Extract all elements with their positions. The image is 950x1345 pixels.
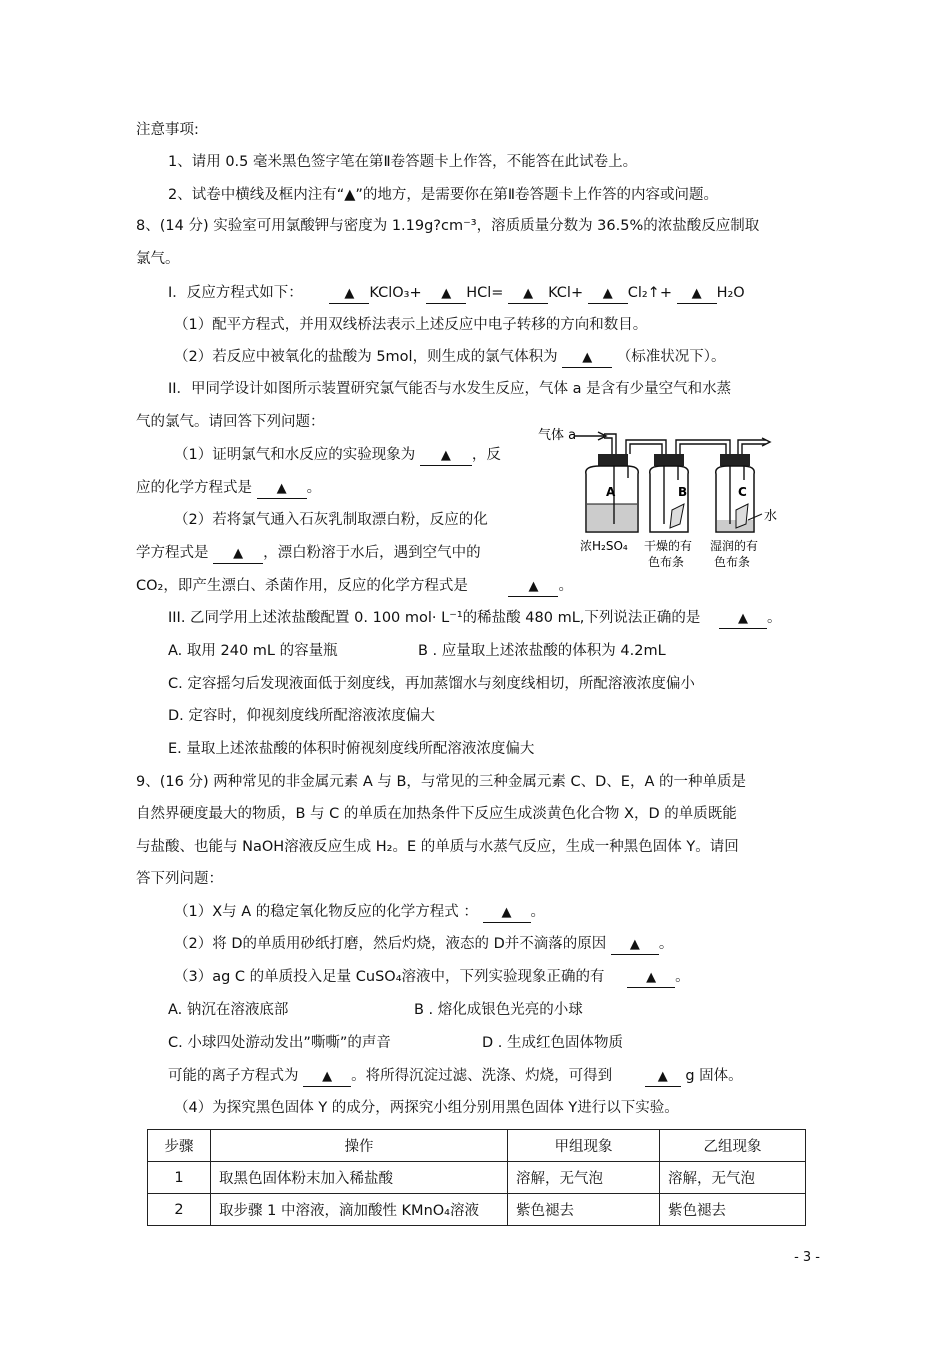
answer-blank[interactable]: ▲: [508, 285, 548, 304]
q9-sub2: [174, 934, 673, 955]
q8-part2-q2-end: 。: [558, 578, 573, 594]
equation-term-h2o: H₂O: [716, 285, 745, 301]
q8-option-e: E. 量取上述浓盐酸的体积时俯视刻度线所配溶液浓度偏大: [168, 741, 535, 757]
experiment-table: [147, 1129, 806, 1226]
q8-option-b: B . 应量取上述浓盐酸的体积为 4.2mL: [418, 643, 666, 659]
q8-part2-line1: II．甲同学设计如图所示装置研究氯气能否与水发生反应，气体 a 是含有少量空气和水蒸: [168, 381, 732, 397]
table-cell: 紫色褪去: [508, 1194, 660, 1226]
equation-label: I．反应方程式如下：: [168, 285, 303, 301]
table-header: 甲组现象: [508, 1130, 660, 1162]
table-cell: 取黑色固体粉末加入稀盐酸: [211, 1162, 508, 1194]
q8-part2-q1-line2: [136, 478, 321, 499]
q8-option-a: A. 取用 240 mL 的容量瓶: [168, 643, 338, 659]
bottle-b: [650, 466, 689, 532]
table-header: 乙组现象: [660, 1130, 806, 1162]
q8-sub2-text: （2）若反应中被氧化的盐酸为 5mol，则生成的氯气体积为: [174, 349, 558, 365]
q9-sub3: [174, 967, 690, 988]
answer-blank[interactable]: ▲: [420, 447, 472, 466]
q9-intro-line4: 答下列问题：: [136, 871, 223, 887]
answer-blank[interactable]: ▲: [719, 610, 767, 629]
q8-option-c: C. 定容摇匀后发现液面低于刻度线，再加蒸馏水与刻度线相切，所配溶液浓度偏小: [168, 676, 695, 692]
q9-sub4: （4）为探究黑色固体 Y 的成分，两探究小组分别用黑色固体 Y进行以下实验。: [174, 1100, 679, 1116]
answer-blank[interactable]: ▲: [257, 480, 307, 499]
equation-term-cl2: Cl₂↑+: [627, 285, 672, 301]
table-row: [148, 1162, 806, 1194]
caption-c-line2: 色布条: [714, 555, 751, 569]
bottle-a-label: A: [606, 485, 616, 499]
dry-cloth-strip: [670, 504, 684, 528]
answer-blank[interactable]: ▲: [303, 1068, 351, 1087]
bottle-c-label: C: [738, 485, 747, 499]
q9-intro-line1: 9、(16 分) 两种常见的非金属元素 A 与 B，与常见的三种金属元素 C、D、E，A 的一种单质是: [136, 774, 746, 790]
q9-option-b: B . 熔化成银色光亮的小球: [414, 1002, 583, 1018]
q8-part2-q1-cont: 应的化学方程式是: [136, 480, 252, 496]
caption-a: 浓H₂SO₄: [580, 539, 628, 553]
q8-sub1: （1）配平方程式，并用双线桥法表示上述反应中电子转移的方向和数目。: [174, 317, 648, 333]
table-cell: 溶解，无气泡: [660, 1162, 806, 1194]
bottle-b-stopper: [654, 454, 684, 466]
equation-term-kclo3: KClO₃+: [369, 285, 422, 301]
q8-intro-line2: 氯气。: [136, 251, 180, 267]
table-row: [148, 1194, 806, 1226]
q9-sub3-end: 。: [675, 969, 690, 985]
q8-part2-q1-end: 。: [306, 480, 322, 496]
q8-sub2-tail: （标准状况下）。: [616, 349, 726, 365]
caption-b-line1: 干燥的有: [644, 539, 693, 553]
q9-sub2-text: （2）将 D的单质用砂纸打磨，然后灼烧，液态的 D并不滴落的原因: [174, 936, 607, 952]
equation-term-hcl: HCl=: [466, 285, 504, 301]
q8-intro-line1: 8、(14 分) 实验室可用氯酸钾与密度为 1.19g?cm⁻³，溶质质量分数为 36.5%的浓盐酸反应制取: [136, 218, 760, 234]
q8-part2-q2-text: 学方程式是: [136, 545, 209, 561]
equation-term-kcl: KCl+: [548, 285, 584, 301]
apparatus-figure: [536, 424, 788, 574]
q9-sub1-text: （1）X与 A 的稳定氧化物反应的化学方程式 ：: [174, 904, 478, 920]
answer-blank[interactable]: ▲: [213, 545, 263, 564]
table-header-row: [148, 1130, 806, 1162]
q9-intro-line2: 自然界硬度最大的物质，B 与 C 的单质在加热条件下反应生成淡黄色化合物 X，D 的单质既能: [136, 806, 737, 822]
q8-part2-q1-text: （1）证明氯气和水反应的实验现象为: [174, 447, 416, 463]
q9-ion-text: 可能的离子方程式为: [168, 1068, 299, 1084]
answer-blank[interactable]: ▲: [562, 349, 612, 368]
notes-title: 注意事项:: [136, 122, 199, 138]
notes-item-2: 2、试卷中横线及框内注有“▲”的地方，是需要你在第Ⅱ卷答题卡上作答的内容或问题。: [168, 187, 719, 203]
table-cell: 1: [148, 1162, 211, 1194]
table-header: 操作: [211, 1130, 508, 1162]
table-cell: 溶解，无气泡: [508, 1162, 660, 1194]
table-header: 步骤: [148, 1130, 211, 1162]
q9-sub1: [174, 902, 545, 923]
wet-cloth-strip: [736, 504, 748, 528]
q8-part2-q1-line1: [174, 445, 501, 466]
page-number: - 3 -: [794, 1250, 820, 1265]
q8-part2-q2-cont: CO₂，即产生漂白、杀菌作用，反应的化学方程式是: [136, 578, 468, 594]
q8-part3: [168, 608, 782, 629]
q9-sub3-text: （3）ag C 的单质投入足量 CuSO₄溶液中，下列实验现象正确的有: [174, 969, 605, 985]
q9-option-c: C. 小球四处游动发出”嘶嘶”的声音: [168, 1035, 391, 1051]
bottle-a-liquid: [587, 504, 637, 531]
caption-b-line2: 色布条: [648, 555, 685, 569]
water-label: 水: [764, 509, 778, 524]
q8-part2-q2-line3: [136, 576, 573, 597]
q9-sub1-end: 。: [530, 904, 546, 920]
table-cell: 取步骤 1 中溶液，滴加酸性 KMnO₄溶液: [211, 1194, 508, 1226]
answer-blank[interactable]: ▲: [677, 285, 717, 304]
answer-blank[interactable]: ▲: [627, 969, 675, 988]
q8-part3-end: 。: [767, 610, 782, 626]
q9-ion-end: g 固体。: [685, 1068, 743, 1084]
table-cell: 紫色褪去: [660, 1194, 806, 1226]
answer-blank[interactable]: ▲: [611, 936, 659, 955]
q8-part3-text: III. 乙同学用上述浓盐酸配置 0. 100 mol· L⁻¹的稀盐酸 480 mL,下列说法正确的是: [168, 610, 701, 626]
bottle-b-label: B: [678, 485, 688, 499]
q8-part2-q2-line2: [136, 543, 481, 564]
answer-blank[interactable]: ▲: [645, 1068, 681, 1087]
q8-sub2: [174, 347, 726, 368]
bottle-a-stopper: [598, 454, 628, 466]
q9-ion-mid: 。将所得沉淀过滤、洗涤、灼烧，可得到: [351, 1068, 613, 1084]
q9-intro-line3: 与盐酸、也能与 NaOH溶液反应生成 H₂。E 的单质与水蒸气反应，生成一种黑色固体 Y。请回: [136, 839, 739, 855]
answer-blank[interactable]: ▲: [588, 285, 628, 304]
q8-part2-line2: 气的氯气。请回答下列问题：: [136, 414, 325, 430]
q9-sub2-end: 。: [658, 936, 674, 952]
answer-blank[interactable]: ▲: [483, 904, 531, 923]
q9-option-d: D . 生成红色固体物质: [482, 1035, 623, 1051]
caption-c-line1: 湿润的有: [710, 539, 759, 553]
q8-part2-q2-line1: （2）若将氯气通入石灰乳制取漂白粉，反应的化: [174, 512, 488, 528]
answer-blank[interactable]: ▲: [508, 578, 558, 597]
table-cell: 2: [148, 1194, 211, 1226]
answer-blank[interactable]: ▲: [426, 285, 466, 304]
q9-ion-line: [168, 1066, 743, 1087]
q8-part2-q2-mid: ，漂白粉溶于水后，遇到空气中的: [263, 545, 481, 561]
figure-gas-label: 气体 a: [538, 428, 577, 443]
notes-item-1: 1、请用 0.5 毫米黑色签字笔在第Ⅱ卷答题卡上作答，不能答在此试卷上。: [168, 154, 638, 170]
q8-part2-q1-tail: ，反: [471, 447, 501, 463]
bottle-c-stopper: [720, 454, 750, 466]
answer-blank[interactable]: ▲: [329, 285, 369, 304]
q8-equation: [168, 283, 745, 304]
q8-option-d: D. 定容时，仰视刻度线所配溶液浓度偏大: [168, 708, 435, 724]
q9-option-a: A. 钠沉在溶液底部: [168, 1002, 289, 1018]
